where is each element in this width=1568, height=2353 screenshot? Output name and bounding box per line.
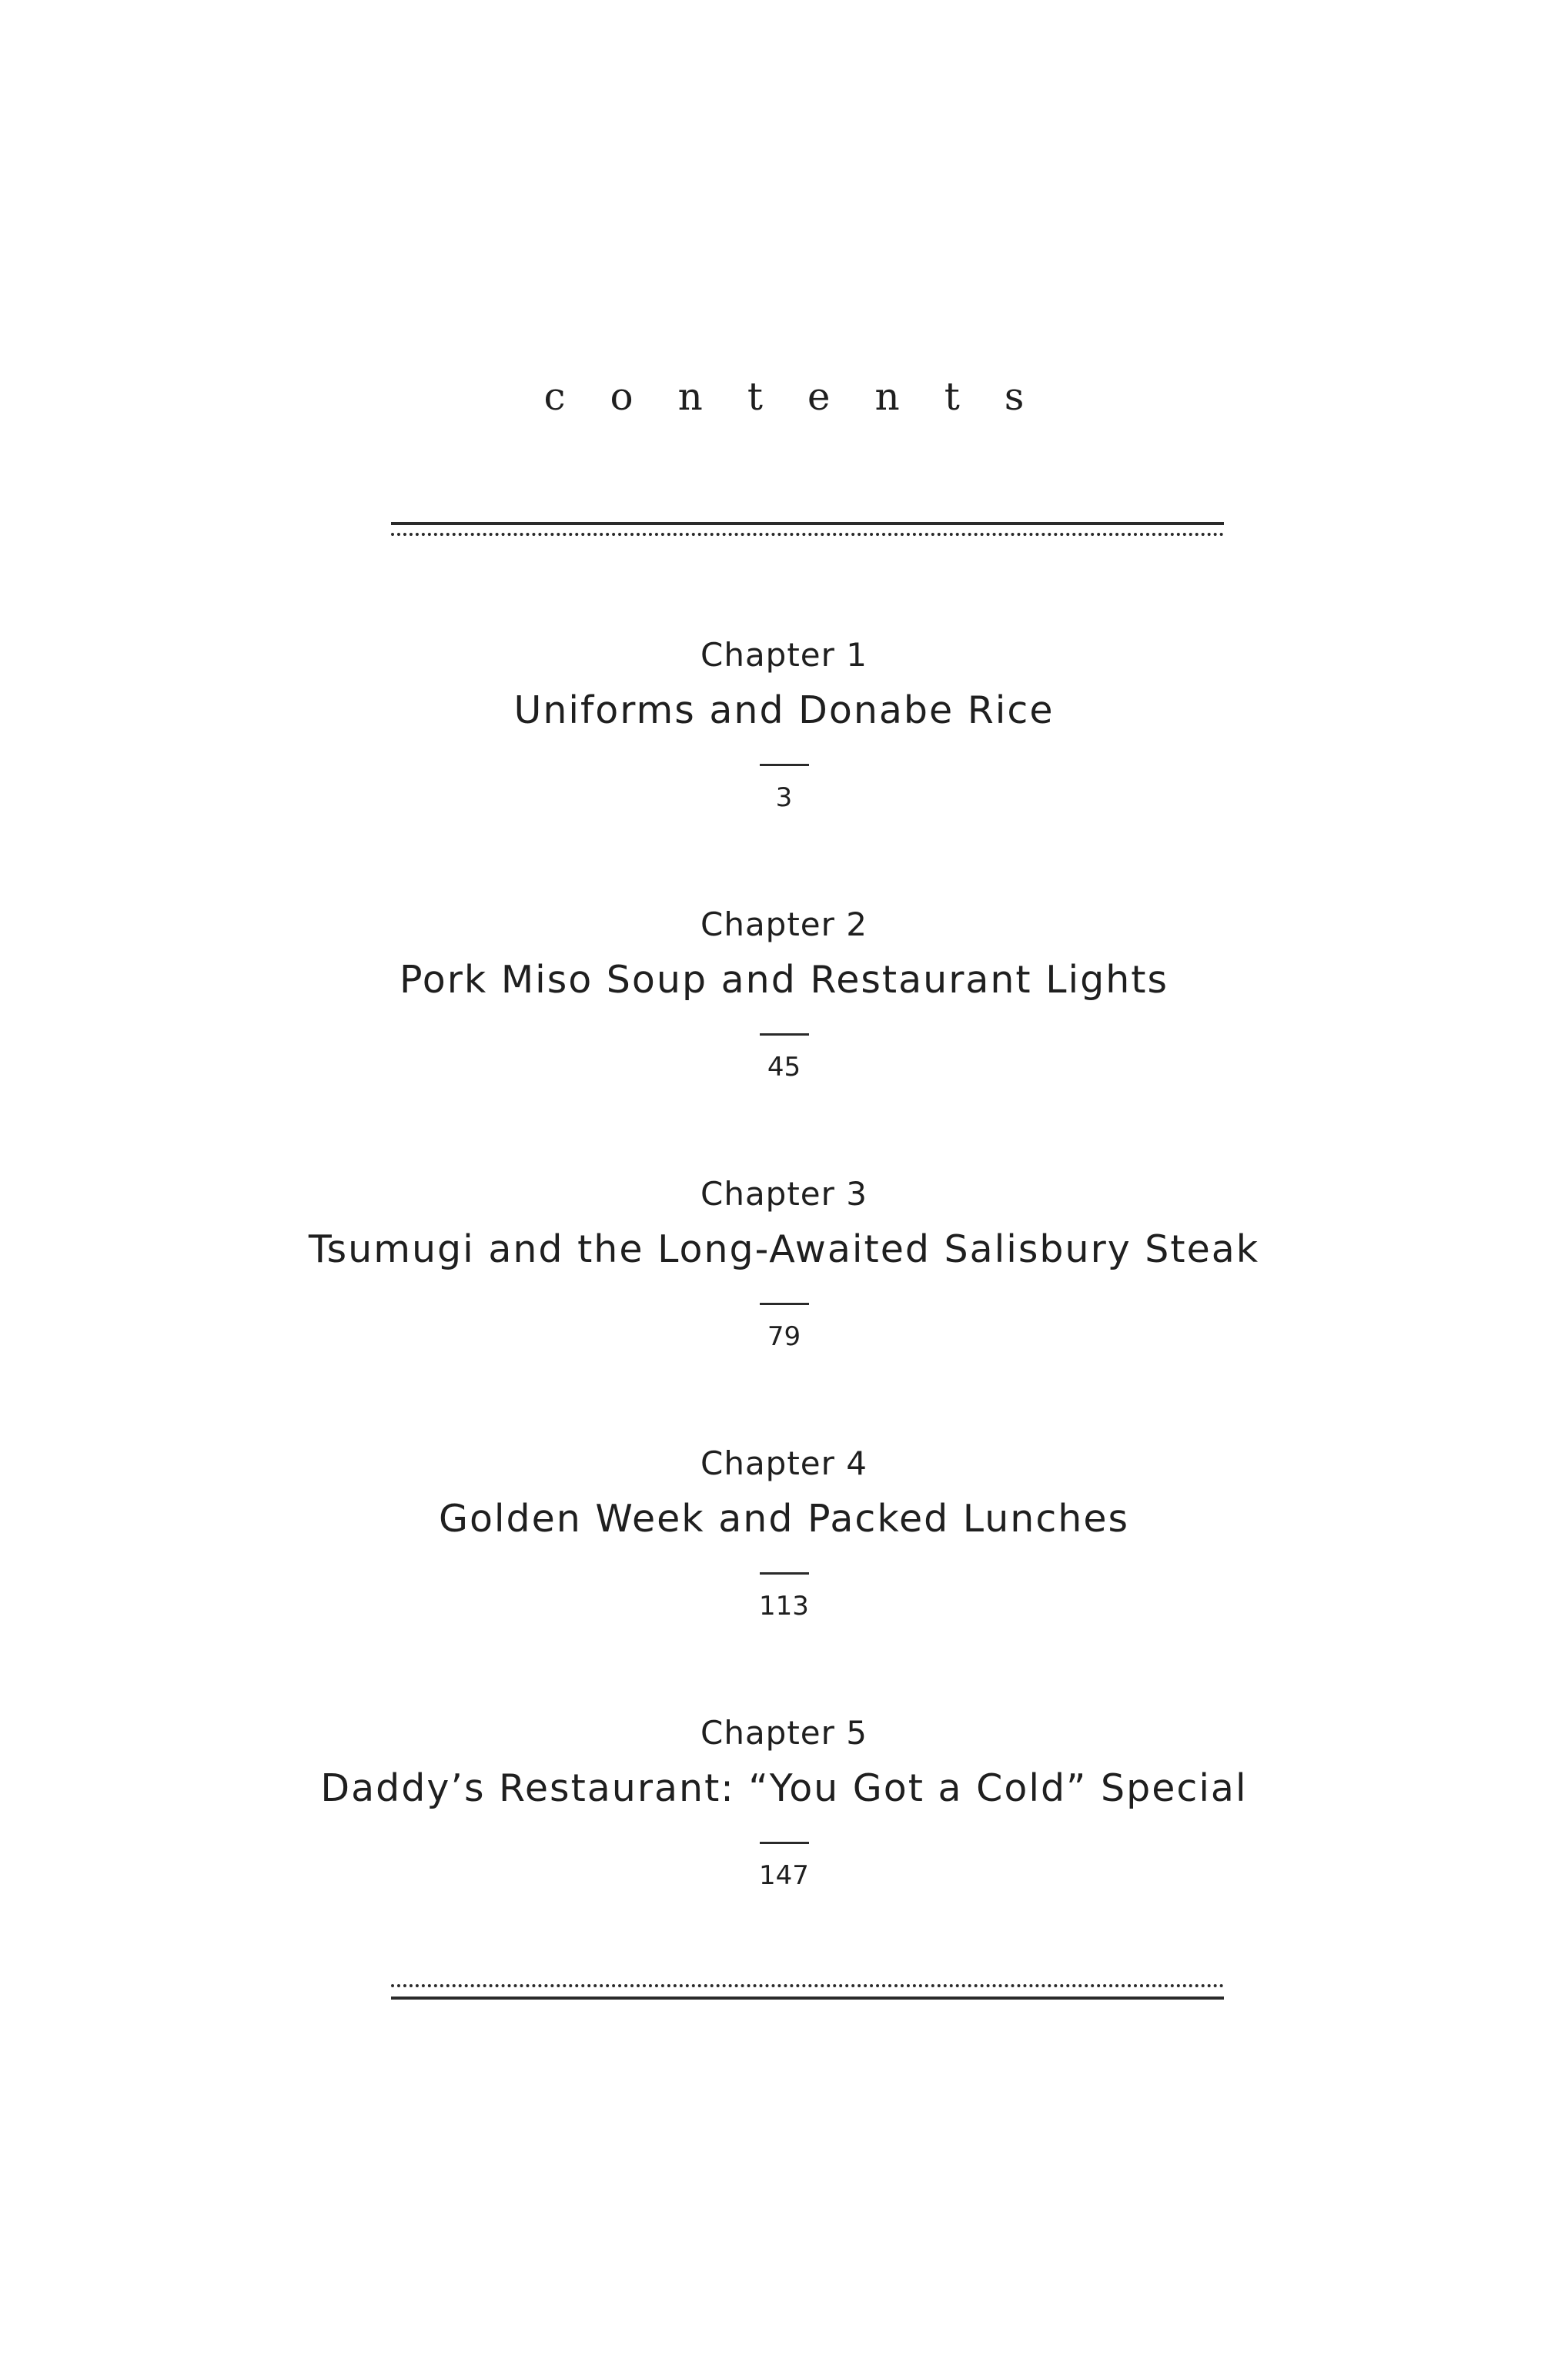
bottom-divider	[391, 1984, 1224, 2003]
chapter-label: Chapter 5	[700, 1714, 868, 1752]
entry-dash	[760, 1842, 809, 1844]
toc-entry-chapter-5[interactable]	[0, 1714, 1568, 1891]
entry-dash	[760, 1303, 809, 1305]
page-number: 113	[759, 1591, 809, 1622]
chapter-title: Daddy’s Restaurant: “You Got a Cold” Special	[320, 1766, 1248, 1810]
bottom-divider-dotted-line	[391, 1984, 1224, 1987]
chapter-label: Chapter 3	[700, 1175, 868, 1213]
top-divider	[391, 522, 1224, 541]
entry-dash	[760, 764, 809, 766]
toc-entry-chapter-3[interactable]	[0, 1175, 1568, 1352]
entry-dash	[760, 1572, 809, 1575]
toc-entry-chapter-1[interactable]	[0, 636, 1568, 813]
bottom-divider-solid-line	[391, 1997, 1224, 2000]
toc-entry-chapter-2[interactable]	[0, 905, 1568, 1083]
entry-dash	[760, 1033, 809, 1036]
chapter-label: Chapter 1	[700, 636, 868, 674]
page-number: 45	[767, 1052, 801, 1083]
chapter-label: Chapter 2	[700, 905, 868, 943]
chapter-label: Chapter 4	[700, 1444, 868, 1482]
top-divider-dotted-line	[391, 533, 1224, 536]
page-number: 147	[759, 1860, 809, 1891]
toc-entry-chapter-4[interactable]	[0, 1444, 1568, 1622]
page-number: 79	[767, 1321, 801, 1352]
chapter-title: Golden Week and Packed Lunches	[438, 1497, 1130, 1541]
page-number: 3	[775, 782, 793, 813]
chapter-title: Tsumugi and the Long-Awaited Salisbury Steak	[308, 1227, 1260, 1271]
top-divider-solid-line	[391, 522, 1224, 525]
chapter-title: Uniforms and Donabe Rice	[513, 688, 1055, 732]
contents-heading: contents	[543, 374, 1069, 419]
chapter-title: Pork Miso Soup and Restaurant Lights	[399, 958, 1169, 1002]
